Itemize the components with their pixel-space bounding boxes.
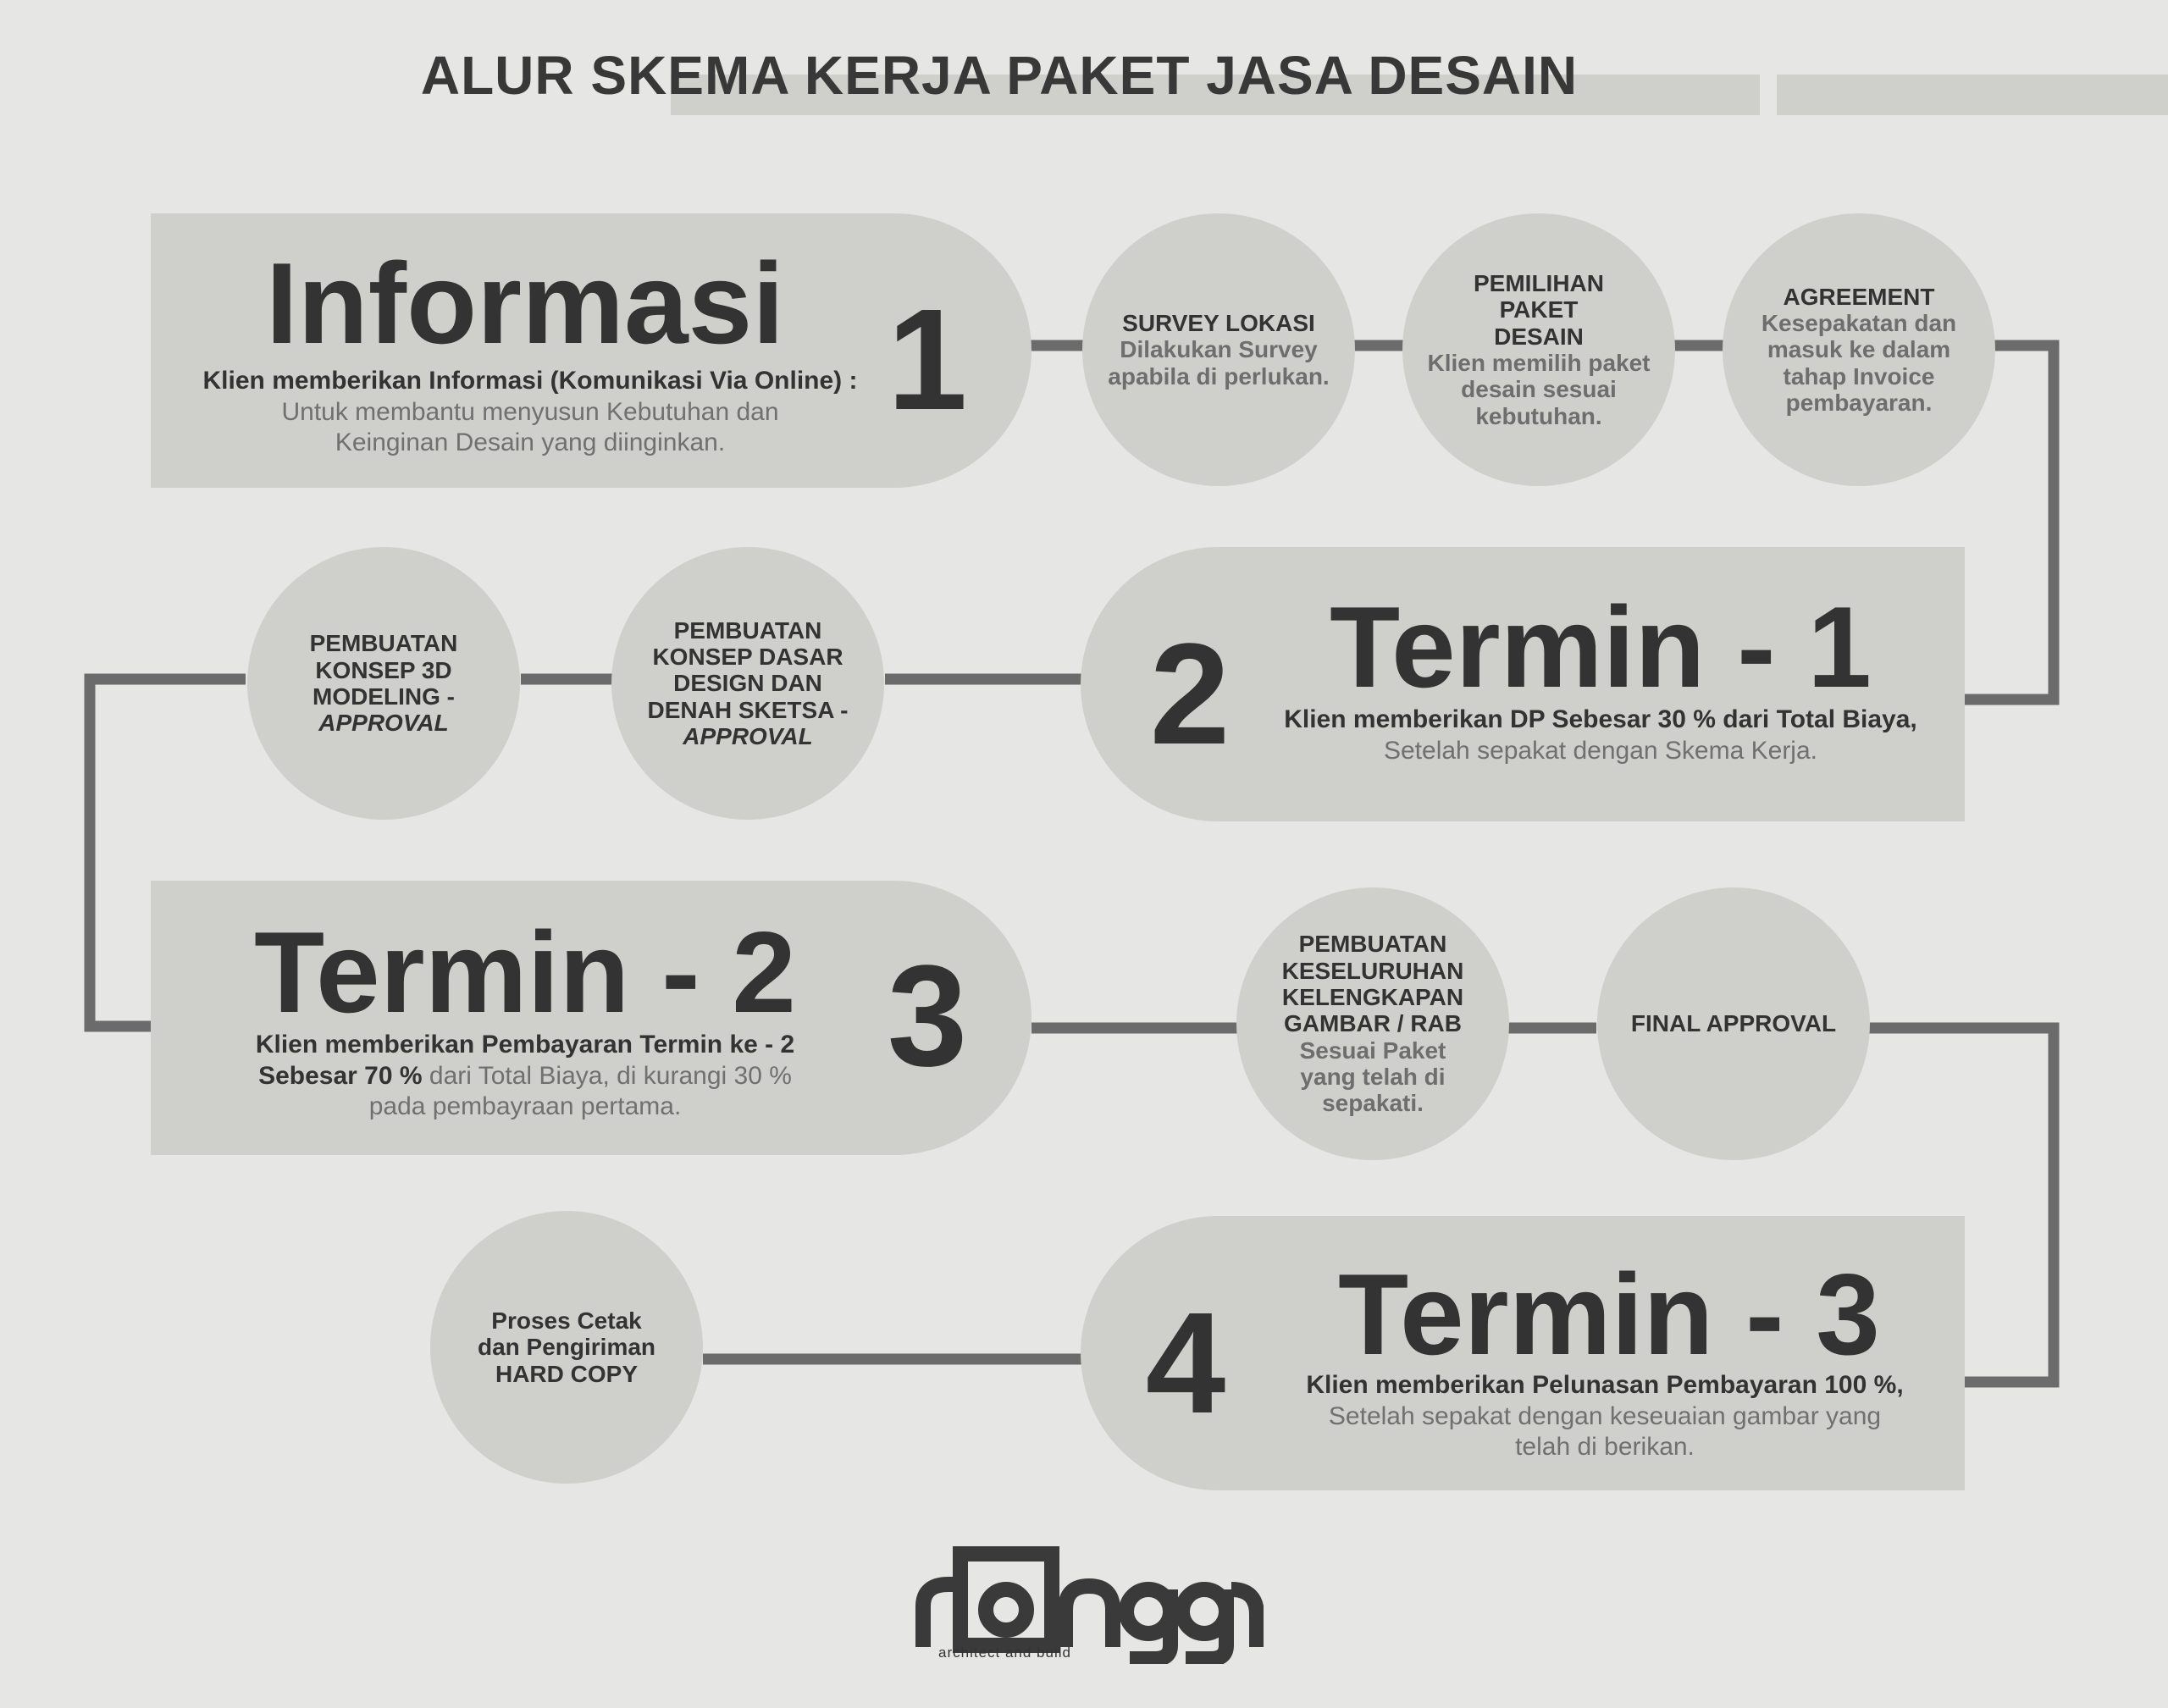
circle-keseluruhan-gambar bbox=[1236, 887, 1509, 1160]
circle-konsep-3d bbox=[247, 547, 520, 820]
final-approval-title: FINAL APPROVAL bbox=[1630, 1010, 1837, 1037]
konsep-dasar-title: PEMBUATAN KONSEP DASAR DESIGN DAN DENAH SKETSA - bbox=[647, 616, 849, 723]
circle-final-approval bbox=[1597, 887, 1870, 1160]
step-4-number: 4 bbox=[1145, 1283, 1226, 1444]
step-3-desc-gray-2: pada pembayraan pertama. bbox=[368, 1092, 682, 1121]
agreement-text: Kesepakatan dan masuk ke dalam tahap Invoice pembayaran. bbox=[1761, 309, 1957, 417]
step-3-number: 3 bbox=[887, 936, 968, 1097]
proses-cetak-title: Proses Cetak dan Pengiriman HARD COPY bbox=[477, 1307, 656, 1387]
step-1-desc-gray: Untuk membantu menyusun Kebutuhan dan Keinginan Desain yang diinginkan. bbox=[281, 397, 779, 457]
step-2-desc-gray: Setelah sepakat dengan Skema Kerja. bbox=[1383, 736, 1817, 765]
step-3-desc-bold-2: Sebesar 70 % bbox=[258, 1061, 423, 1090]
logo-tagline: architect and build bbox=[938, 1644, 1071, 1661]
step-4-desc-bold: Klien memberikan Pelunasan Pembayaran 100 %, bbox=[1306, 1371, 1904, 1399]
konsep-3d-italic: APPROVAL bbox=[318, 710, 449, 737]
step-3-description bbox=[195, 1030, 855, 1123]
step-2-description bbox=[1253, 705, 1948, 766]
step-1-desc-bold: Klien memberikan Informasi (Komunikasi Via Online) : bbox=[202, 367, 858, 395]
circle-pemilihan-paket bbox=[1402, 213, 1675, 486]
pemilihan-title: PEMILIHAN PAKET DESAIN bbox=[1474, 269, 1604, 350]
circle-survey-lokasi bbox=[1082, 213, 1355, 486]
page-title: ALUR SKEMA KERJA PAKET JASA DESAIN bbox=[420, 45, 1579, 106]
step-2-heading: Termin - 1 bbox=[1330, 583, 1872, 711]
step-1-description bbox=[158, 366, 903, 459]
circle-agreement bbox=[1723, 213, 1995, 486]
survey-title: SURVEY LOKASI bbox=[1122, 309, 1315, 336]
step-3-desc-bold-1: Klien memberikan Pembayaran Termin ke - 2 bbox=[255, 1031, 795, 1059]
step-4-desc-gray: Setelah sepakat dengan keseuaian gambar yang telah di berikan. bbox=[1328, 1401, 1882, 1462]
konsep-3d-title: PEMBUATAN KONSEP 3D MODELING - bbox=[309, 630, 458, 710]
survey-text: Dilakukan Survey apabila di perlukan. bbox=[1108, 336, 1330, 390]
konsep-dasar-italic: APPROVAL bbox=[683, 723, 813, 750]
keseluruhan-text: Sesuai Paket yang telah di sepakati. bbox=[1299, 1036, 1446, 1117]
step-4-heading: Termin - 3 bbox=[1338, 1250, 1880, 1379]
agreement-title: AGREEMENT bbox=[1783, 283, 1935, 310]
step-2-number: 2 bbox=[1149, 614, 1231, 775]
step-3-heading: Termin - 2 bbox=[254, 908, 796, 1036]
step-1-number: 1 bbox=[887, 279, 968, 440]
step-4-description bbox=[1270, 1370, 1939, 1463]
step-1-heading: Informasi bbox=[265, 239, 785, 368]
keseluruhan-title: PEMBUATAN KESELURUHAN KELENGKAPAN GAMBAR / RAB bbox=[1281, 931, 1464, 1037]
step-2-desc-bold: Klien memberikan DP Sebesar 30 % dari Total Biaya, bbox=[1284, 705, 1917, 733]
circle-konsep-dasar bbox=[611, 547, 884, 820]
circle-proses-cetak bbox=[430, 1211, 703, 1484]
step-3-desc-gray-1: dari Total Biaya, di kurangi 30 % bbox=[429, 1061, 792, 1090]
pemilihan-text: Klien memilih paket desain sesuai kebutuhan. bbox=[1427, 350, 1651, 429]
